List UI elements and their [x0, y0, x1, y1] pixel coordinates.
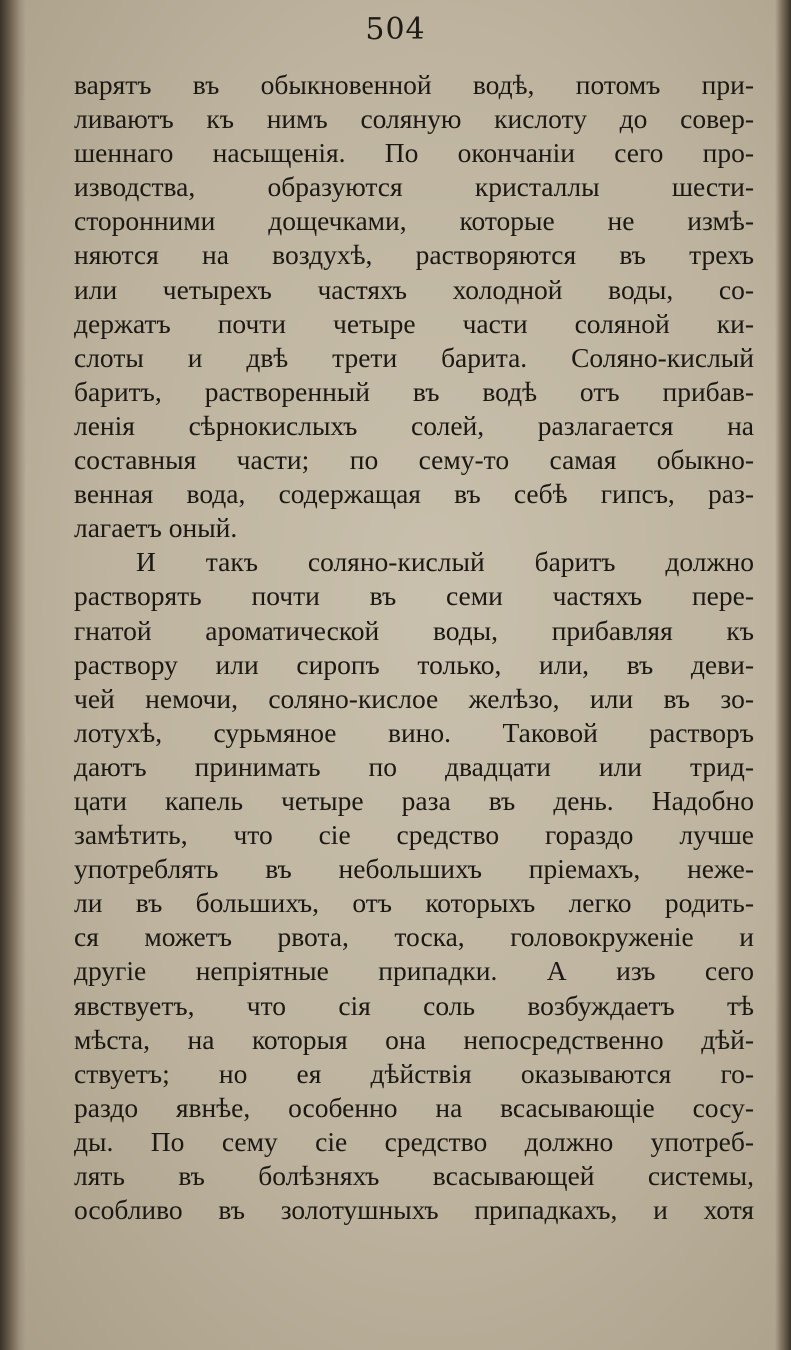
page-gutter-left — [0, 0, 26, 1350]
text-line: чей немочи, соляно-кислое желѣзо, или въ зо- — [74, 682, 754, 714]
text-line: растворять почти въ семи частяхъ пере- — [74, 580, 754, 612]
text-line: держатъ почти четыре части соляной ки- — [74, 307, 754, 339]
text-line: лотухѣ, сурьмяное вино. Таковой растворъ — [74, 716, 754, 748]
text-line: особливо въ золотушныхъ припадкахъ, и хотя — [74, 1194, 754, 1226]
text-line: составныя части; по сему-то самая обыкно- — [74, 444, 754, 476]
text-line: лагаетъ оный. — [74, 512, 238, 544]
text-line: цати капель четыре раза въ день. Надобно — [74, 784, 754, 816]
text-line: баритъ, растворенный въ водѣ отъ прибав- — [74, 375, 754, 407]
text-line: ливаютъ къ нимъ соляную кислоту до совер- — [74, 103, 754, 135]
text-line: гнатой ароматической воды, прибавляя къ — [74, 614, 754, 646]
text-line: варятъ въ обыкновенной водѣ, потомъ при- — [74, 69, 754, 100]
text-line: явствуетъ, что сія соль возбуждаетъ тѣ — [74, 989, 754, 1021]
text-line: ствуетъ; но ея дѣйствія оказываются го- — [74, 1057, 754, 1089]
page-number: 504 — [365, 12, 426, 47]
text-line: или четырехъ частяхъ холодной воды, со- — [74, 273, 754, 305]
text-line: венная вода, содержащая въ себѣ гипсъ, раз- — [74, 478, 754, 510]
text-line: раздо явнѣе, особенно на всасывающіе сосу- — [74, 1091, 754, 1123]
text-line: шеннаго насыщенія. По окончаніи сего про- — [74, 137, 754, 169]
text-line: сторонними дощечками, которые не измѣ- — [74, 205, 754, 237]
text-line: лять въ болѣзняхъ всасывающей системы, — [74, 1160, 754, 1191]
text-line: изводства, образуются кристаллы шести- — [74, 171, 754, 203]
body-text — [74, 68, 754, 1227]
text-line: ли въ большихъ, отъ которыхъ легко родить- — [74, 887, 754, 919]
text-line: мѣста, на которыя она непосредственно дѣй- — [74, 1023, 754, 1055]
text-line: другіе непріятные припадки. А изъ сего — [74, 955, 754, 987]
page-edge-right — [775, 0, 791, 1350]
text-line: замѣтить, что сіе средство гораздо лучше — [74, 819, 754, 851]
text-line: употреблять въ небольшихъ пріемахъ, неже- — [74, 853, 754, 885]
text-line: ся можетъ рвота, тоска, головокруженіе и — [74, 921, 754, 953]
text-line: даютъ принимать по двадцати или трид- — [74, 750, 754, 782]
text-line: раствору или сиропъ только, или, въ деви- — [74, 648, 754, 680]
text-line: И такъ соляно-кислый баритъ должно — [136, 546, 754, 578]
text-line: ленія сѣрнокислыхъ солей, разлагается на — [74, 409, 754, 441]
text-line: ды. По сему сіе средство должно употреб- — [74, 1125, 754, 1157]
text-line: слоты и двѣ трети барита. Соляно-кислый — [74, 341, 754, 373]
text-line: няются на воздухѣ, растворяются въ трехъ — [74, 239, 754, 271]
